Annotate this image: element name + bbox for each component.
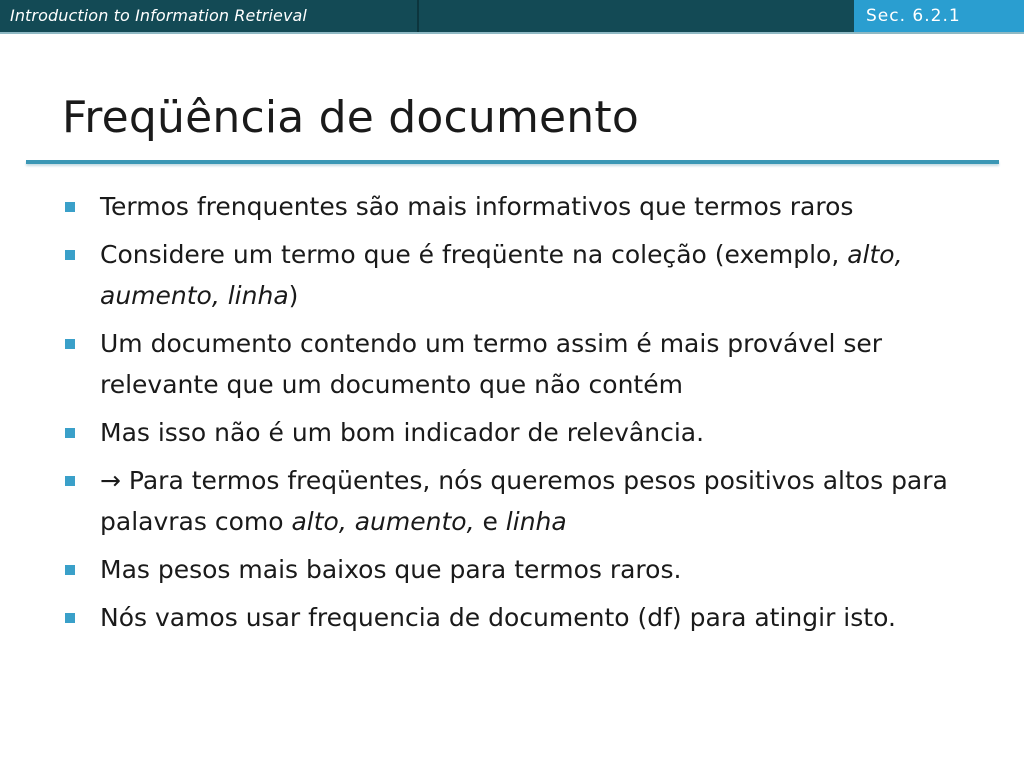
bullet-text: Termos frenquentes são mais informativos que termos raros bbox=[100, 192, 854, 221]
square-bullet-icon bbox=[65, 202, 75, 212]
bullet-text-italic: alto, aumento, linha bbox=[100, 240, 903, 310]
square-bullet-icon bbox=[65, 428, 75, 438]
bullet-item bbox=[62, 186, 982, 227]
bullet-item bbox=[62, 412, 982, 453]
bullet-text-italic: linha bbox=[505, 507, 567, 536]
course-title: Introduction to Information Retrieval bbox=[10, 6, 307, 25]
header-bar bbox=[0, 0, 1024, 32]
square-bullet-icon bbox=[65, 339, 75, 349]
bullet-text: Considere um termo que é freqüente na coleção (exemplo, bbox=[100, 240, 848, 269]
square-bullet-icon bbox=[65, 565, 75, 575]
bullet-text: Um documento contendo um termo assim é mais provável ser relevante que um documento que não contém bbox=[100, 329, 883, 399]
bullet-text: Mas isso não é um bom indicador de relevância. bbox=[100, 418, 705, 447]
square-bullet-icon bbox=[65, 250, 75, 260]
bullet-text-italic: alto, aumento, bbox=[291, 507, 475, 536]
bullet-list bbox=[62, 186, 982, 645]
bullet-item bbox=[62, 549, 982, 590]
section-badge: Sec. 6.2.1 bbox=[854, 0, 1024, 32]
bullet-text: Mas pesos mais baixos que para termos raros. bbox=[100, 555, 682, 584]
square-bullet-icon bbox=[65, 613, 75, 623]
bullet-item bbox=[62, 460, 982, 542]
bullet-text: → Para termos freqüentes, nós queremos pesos positivos altos para palavras como bbox=[100, 466, 948, 536]
bullet-item bbox=[62, 234, 982, 316]
title-rule bbox=[26, 160, 999, 164]
bullet-text: ) bbox=[288, 281, 299, 310]
bullet-item bbox=[62, 597, 982, 638]
slide-title: Freqüência de documento bbox=[62, 92, 639, 143]
square-bullet-icon bbox=[65, 476, 75, 486]
bullet-text: Nós vamos usar frequencia de documento (df) para atingir isto. bbox=[100, 603, 896, 632]
bullet-text: e bbox=[474, 507, 506, 536]
bullet-item bbox=[62, 323, 982, 405]
header-underline bbox=[0, 32, 1024, 34]
header-divider bbox=[417, 0, 419, 32]
